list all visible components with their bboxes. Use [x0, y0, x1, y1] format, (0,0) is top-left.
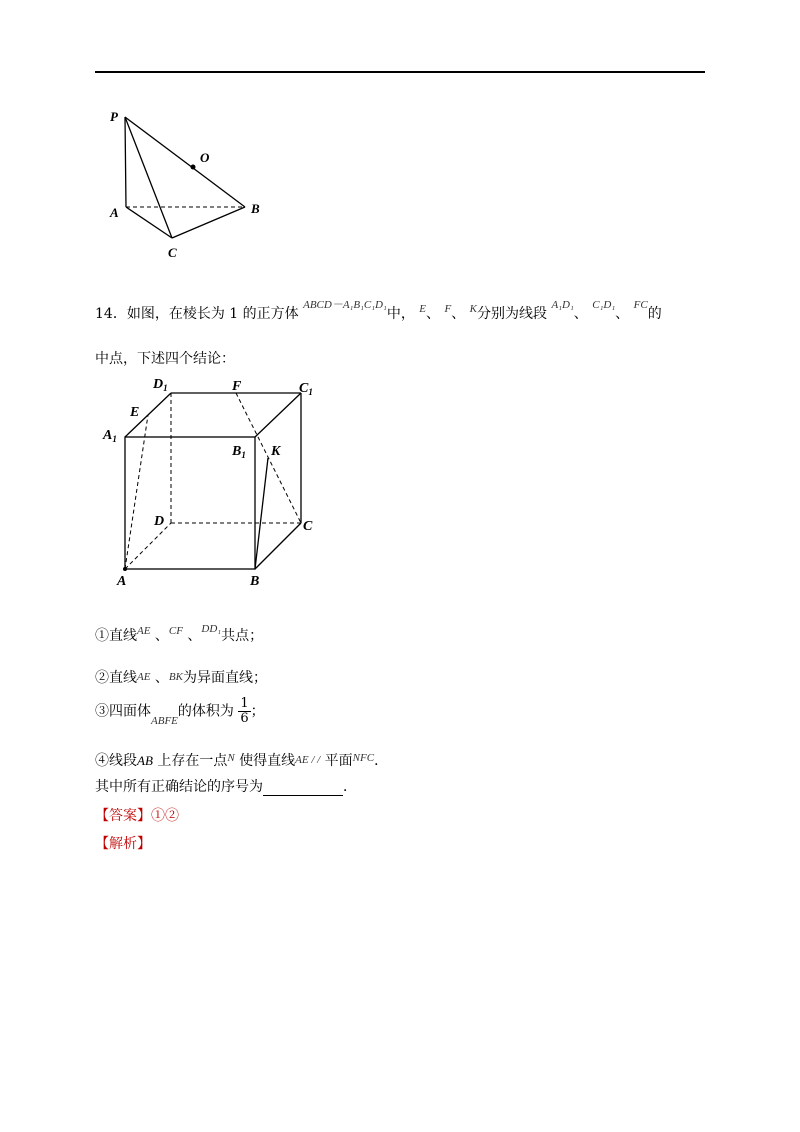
- point-E: E: [419, 303, 427, 315]
- s4-mid1: 上存在一点: [157, 753, 228, 769]
- answer-value: ①②: [151, 808, 179, 824]
- statement-4: [95, 750, 388, 770]
- s4-mid2: 使得直线: [239, 753, 296, 769]
- label-C: C: [303, 519, 313, 534]
- s1-line-a: AE: [137, 625, 151, 637]
- s3-prefix: ③四面体: [95, 703, 151, 720]
- label-A: A: [110, 205, 119, 220]
- s1-prefix: ①直线: [95, 628, 137, 644]
- s2-prefix: ②直线: [95, 670, 137, 686]
- sep: 、: [154, 628, 169, 644]
- answer-line: [95, 805, 179, 825]
- s4-prefix: ④线段: [95, 753, 137, 769]
- segment-A1D1: A₁D₁: [551, 299, 574, 311]
- tetrahedron-figure: [100, 100, 280, 270]
- problem-line-1: [95, 299, 662, 323]
- sep: 、: [154, 670, 169, 686]
- label-C1: $C_1$: [299, 381, 313, 397]
- label-D: D: [154, 514, 165, 529]
- s2-line-a: AE: [137, 671, 151, 683]
- s2-line-b: BK: [168, 671, 183, 683]
- problem-intro-1: 如图，在棱长为 1 的正方体: [126, 306, 299, 322]
- label-K: K: [271, 444, 281, 459]
- answer-label: 【答案】: [95, 808, 151, 824]
- sep: 、: [426, 306, 441, 322]
- question-end: ．: [343, 779, 357, 795]
- label-C: C: [168, 245, 177, 260]
- problem-line-2: 中点，下述四个结论：: [95, 351, 235, 367]
- answer-blank[interactable]: [263, 781, 343, 796]
- segment-FC: FC: [633, 299, 648, 311]
- s3-suffix: ；: [250, 703, 265, 720]
- s3-tetra: ABFE: [151, 714, 178, 727]
- problem-number: 14．: [95, 306, 127, 322]
- s1-line-c: DD₁: [201, 623, 222, 635]
- label-F: F: [232, 379, 242, 394]
- s4-line: AE / /: [295, 754, 321, 766]
- frac-den: 6: [240, 711, 249, 726]
- s1-line-b: CF: [168, 625, 183, 637]
- problem-intro-3: 分别为线段: [477, 306, 548, 322]
- cube-name: ABCD－A₁B₁C₁D₁: [303, 299, 387, 311]
- problem-intro-4: 的: [647, 306, 662, 322]
- sep: 、: [615, 306, 630, 322]
- sep: 、: [187, 628, 202, 644]
- frac-num: 1: [240, 696, 249, 711]
- header-rule: [95, 71, 705, 73]
- label-O: O: [200, 150, 210, 165]
- s3-mid: 的体积为: [177, 703, 234, 720]
- statement-1: [95, 625, 263, 645]
- point-F: F: [444, 303, 452, 315]
- analysis-label: 【解析】: [95, 836, 151, 852]
- sep: 、: [573, 306, 588, 322]
- sep: 、: [451, 306, 466, 322]
- segment-C1D1: C₁D₁: [592, 299, 616, 311]
- label-D1: $D_1$: [153, 377, 168, 393]
- cube-figure: [100, 375, 330, 590]
- question-text: 其中所有正确结论的序号为: [95, 779, 263, 795]
- problem-intro-2: 中，: [386, 306, 415, 322]
- label-B1: $B_1$: [232, 444, 246, 460]
- s1-suffix: 共点；: [221, 628, 264, 644]
- fraction-one-sixth: [238, 697, 250, 726]
- statement-3: [95, 697, 265, 726]
- s2-suffix: 为异面直线；: [182, 670, 267, 686]
- question-line: [95, 776, 357, 796]
- label-A1: $A_1$: [103, 428, 117, 444]
- s4-segment: AB: [137, 753, 153, 768]
- s4-point: N: [227, 752, 235, 764]
- label-P: P: [110, 109, 118, 124]
- s4-suffix: ．: [374, 753, 389, 769]
- label-A: A: [117, 574, 127, 589]
- statement-2: [95, 667, 267, 687]
- s4-mid3: 平面: [324, 753, 353, 769]
- s4-plane: NFC: [352, 752, 375, 764]
- label-B: B: [250, 574, 260, 589]
- label-B: B: [251, 201, 260, 216]
- point-K: K: [469, 303, 478, 315]
- label-E: E: [130, 405, 140, 420]
